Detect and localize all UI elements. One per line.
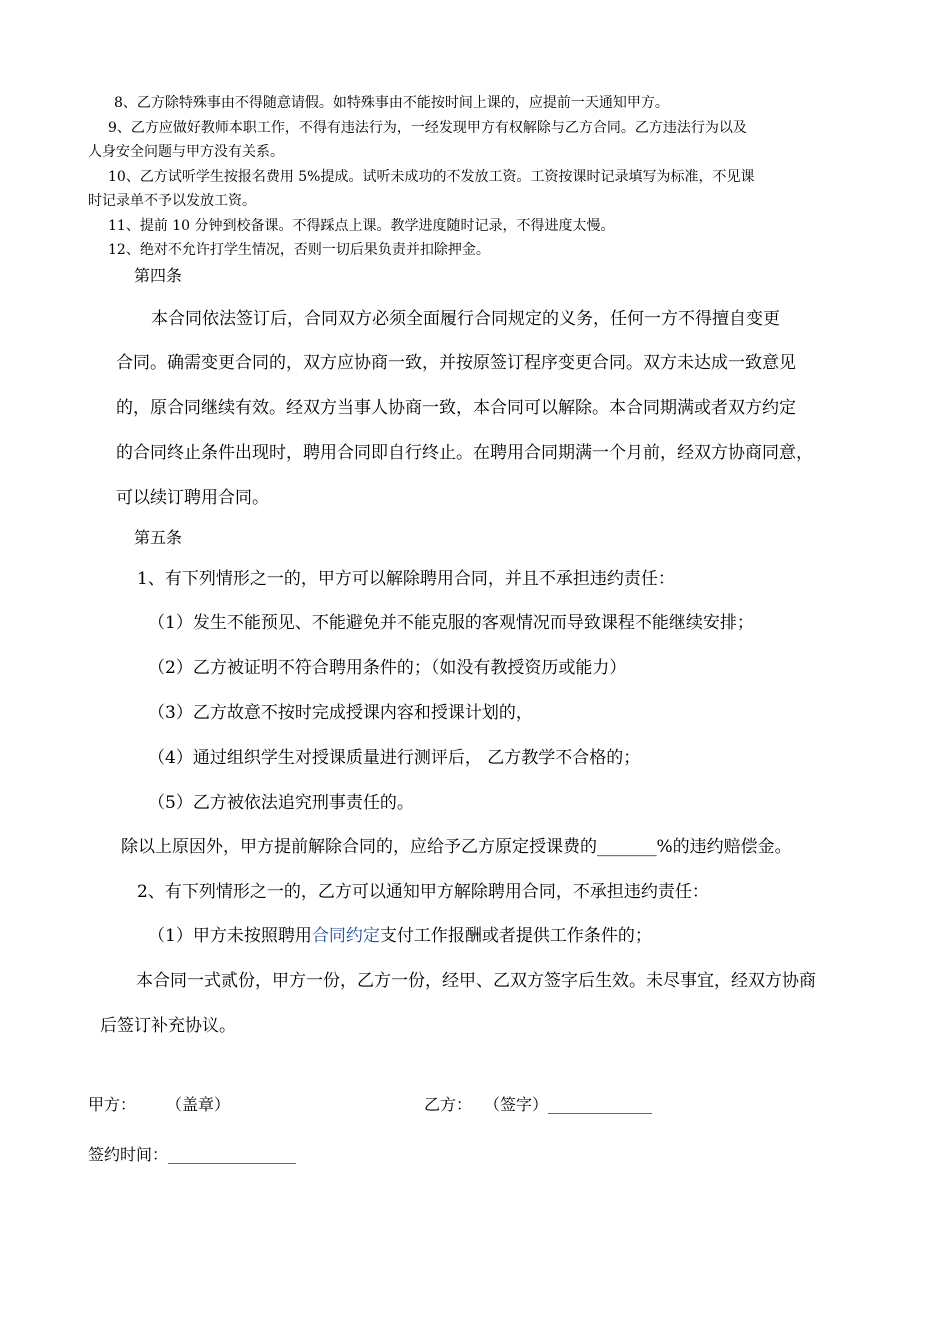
item-12: 12、绝对不允许打学生情况，否则一切后果负责并扣除押金。 — [108, 242, 490, 258]
article4-line5: 可以续订聘用合同。 — [116, 488, 269, 508]
article5-clause1-sub5: （5）乙方被依法追究刑事责任的。 — [148, 793, 414, 813]
article4-title: 第四条 — [134, 266, 183, 285]
article4-line4: 的合同终止条件出现时，聘用合同即自行终止。在聘用合同期满一个月前，经双方协商同意， — [116, 443, 813, 463]
item-10-line1: 10、乙方试听学生按报名费用 5%提成。试听未成功的不发放工资。工资按课时记录填写为标准，不见课 — [108, 169, 755, 185]
article5-title: 第五条 — [134, 528, 183, 547]
item-9-line2: 人身安全问题与甲方没有关系。 — [88, 144, 284, 160]
article5-clause1-sub3: （3）乙方故意不按时完成授课内容和授课计划的， — [148, 703, 533, 723]
clause2-sub1-prefix: （1）甲方未按照聘用 — [148, 926, 312, 946]
clause2-sub1-suffix: 支付工作报酬或者提供工作条件的； — [379, 926, 652, 946]
party-a-seal: （盖章） — [166, 1095, 231, 1114]
article4-line2: 合同。确需变更合同的，双方应协商一致，并按原签订程序变更合同。双方未达成一致意见 — [116, 353, 796, 373]
item-9-line1: 9、乙方应做好教师本职工作，不得有违法行为，一经发现甲方有权解除与乙方合同。乙方违法行为以及 — [108, 120, 747, 136]
party-b-signature: （签字）_____________ — [484, 1095, 653, 1114]
compensation-clause: 除以上原因外，甲方提前解除合同的，应给予乙方原定授课费的_______%的违约赔偿金。 — [121, 837, 792, 857]
party-b-label: 乙方： — [424, 1095, 473, 1114]
article5-clause1-sub1: （1）发生不能预见、不能避免并不能克服的客观情况而导致课程不能继续安排； — [148, 613, 754, 633]
article5-clause1: 1、有下列情形之一的，甲方可以解除聘用合同，并且不承担违约责任： — [137, 569, 675, 589]
item-8: 8、乙方除特殊事由不得随意请假。如特殊事由不能按时间上课的，应提前一天通知甲方。 — [114, 95, 669, 111]
article4-line1: 本合同依法签订后，合同双方必须全面履行合同规定的义务，任何一方不得擅自变更 — [151, 309, 780, 329]
closing-line1: 本合同一式贰份，甲方一份，乙方一份，经甲、乙双方签字后生效。未尽事宜，经双方协商 — [136, 971, 816, 991]
item-10-line2: 时记录单不予以发放工资。 — [88, 193, 256, 209]
article4-line3: 的，原合同继续有效。经双方当事人协商一致，本合同可以解除。本合同期满或者双方约定 — [116, 398, 796, 418]
article5-clause2: 2、有下列情形之一的，乙方可以通知甲方解除聘用合同，不承担违约责任： — [137, 882, 709, 902]
article5-clause1-sub4: （4）通过组织学生对授课质量进行测评后， 乙方教学不合格的； — [148, 748, 641, 768]
article5-clause1-sub2: （2）乙方被证明不符合聘用条件的；（如没有教授资历或能力） — [148, 658, 627, 678]
signing-date: 签约时间：________________ — [88, 1145, 297, 1164]
contract-terms-link[interactable]: 合同约定 — [311, 926, 380, 946]
article5-clause2-sub1 — [148, 921, 652, 946]
closing-line2: 后签订补充协议。 — [100, 1016, 236, 1036]
party-a-label: 甲方： — [88, 1095, 137, 1114]
item-11: 11、提前 10 分钟到校备课。不得踩点上课。教学进度随时记录，不得进度太慢。 — [108, 218, 615, 234]
